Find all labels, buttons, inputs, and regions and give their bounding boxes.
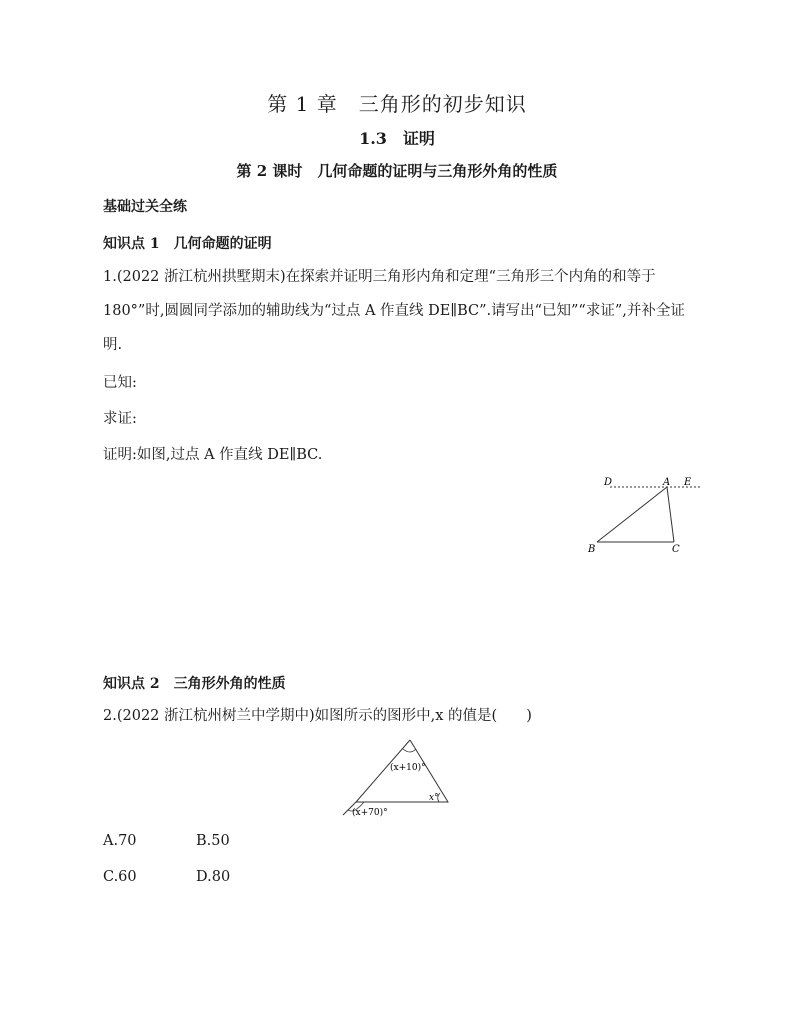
option-c[interactable]: C.60 [103, 869, 137, 885]
chapter-title: 第 1 章 三角形的初步知识 [267, 92, 527, 116]
label-b: B [588, 544, 596, 555]
label-d: D [604, 477, 613, 488]
arc-top [403, 749, 416, 752]
segment-ac [667, 487, 674, 542]
figure-2-triangle [340, 735, 460, 825]
problem-1-known: 已知: [103, 375, 137, 391]
option-d[interactable]: D.80 [196, 869, 231, 885]
problem-1-text: 1.(2022 浙江杭州拱墅期末)在探索并证明三角形内角和定理“三角形三个内角的和等于 180°”时,圆圆同学添加的辅助线为“过点 A 作直线 DE∥BC”.请写出“已知”“求证”,并补全证明. [103, 269, 685, 353]
problem-2-text: 2.(2022 浙江杭州树兰中学期中)如图所示的图形中,x 的值是( ) [103, 708, 532, 724]
angle-top-label: (x+10)° [390, 763, 426, 773]
practice-title: 基础过关全练 [103, 199, 187, 215]
angle-right-label: x° [429, 793, 439, 803]
kp1-title: 知识点 1 几何命题的证明 [103, 236, 272, 252]
segment-ab [597, 487, 667, 542]
angle-exterior-label: (x+70)° [352, 808, 388, 818]
label-a: A [663, 477, 671, 488]
section-title: 1.3 证明 [359, 129, 435, 148]
option-a[interactable]: A.70 [103, 833, 137, 849]
problem-1-prove: 求证: [103, 411, 137, 427]
kp2-title: 知识点 2 三角形外角的性质 [103, 676, 286, 692]
label-c: C [672, 544, 680, 555]
lesson-title: 第 2 课时 几何命题的证明与三角形外角的性质 [236, 162, 558, 180]
problem-1-proof: 证明:如图,过点 A 作直线 DE∥BC. [103, 447, 323, 463]
figure-1-triangle [580, 470, 710, 560]
option-b[interactable]: B.50 [196, 833, 230, 849]
label-e: E [684, 477, 692, 488]
